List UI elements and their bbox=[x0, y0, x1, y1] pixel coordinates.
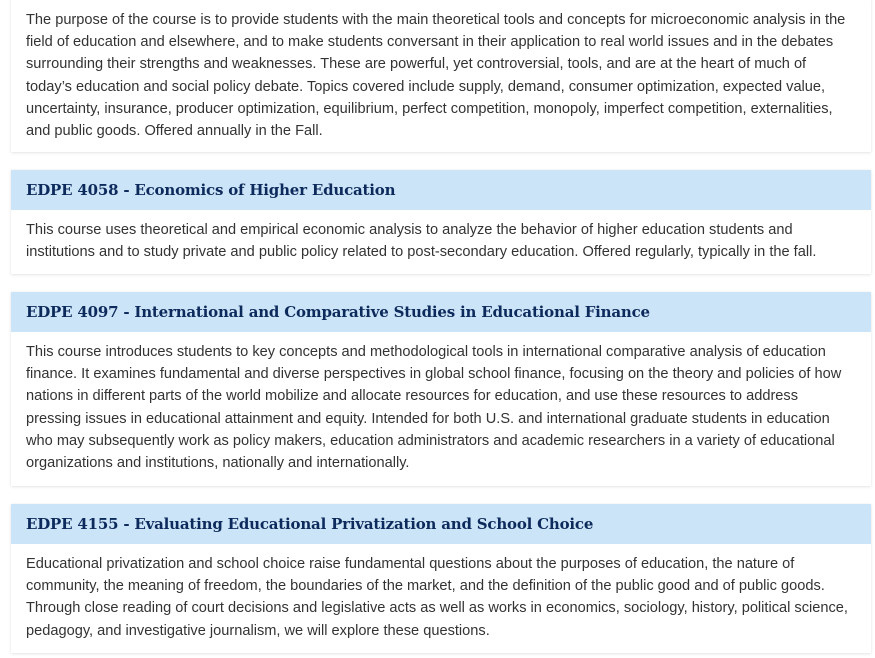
course-description: Educational privatization and school choice raise fundamental questions about the purposes of education, the nature of community, the meaning of freedom, the boundaries of the market, and the definition of the public good and of public goods. Through close reading of court decisions and legislative acts as well as works in economics, sociology, history, political science, pedagogy, and investigative journalism, we will explore these questions. bbox=[26, 556, 848, 639]
course-title[interactable]: EDPE 4058 - Economics of Higher Education bbox=[26, 181, 396, 199]
course-body bbox=[11, 210, 871, 273]
course-description: The purpose of the course is to provide students with the main theoretical tools and concepts for microeconomic analysis in the field of education and elsewhere, and to make students conversant in their application to real world issues and in the debates surrounding their strengths and weaknesses. These are powerful, yet controversial, tools, and are at the heart of much of today’s education and social policy debate. Topics covered include supply, demand, consumer optimization, expected value, uncertainty, insurance, producer optimization, equilibrium, perfect competition, monopoly, imperfect competition, externalities, and public goods. Offered annually in the Fall. bbox=[26, 12, 846, 140]
course-title[interactable]: EDPE 4097 - International and Comparative Studies in Educational Finance bbox=[26, 303, 650, 321]
course-header[interactable] bbox=[11, 292, 871, 332]
course-card bbox=[11, 504, 871, 653]
course-card bbox=[11, 0, 871, 152]
course-title[interactable]: EDPE 4155 - Evaluating Educational Privatization and School Choice bbox=[26, 515, 594, 533]
course-card bbox=[11, 170, 871, 274]
course-header[interactable] bbox=[11, 170, 871, 210]
course-body bbox=[11, 332, 871, 484]
course-description: This course uses theoretical and empirical economic analysis to analyze the behavior of higher education students and institutions and to study private and public policy related to post-secondary education. Offered regularly, typically in the fall. bbox=[26, 222, 817, 261]
course-body bbox=[11, 544, 871, 652]
course-body bbox=[11, 0, 871, 152]
course-description: This course introduces students to key concepts and methodological tools in international comparative analysis of education finance. It examines fundamental and diverse perspectives in global school finance, focusing on the theory and policies of how nations in different parts of the world mobilize and allocate resources for education, and use these resources to address pressing issues in educational attainment and equity. Intended for both U.S. and international graduate students in education who may subsequently work as policy makers, education administrators and academic researchers in a variety of educational organizations and institutions, nationally and internationally. bbox=[26, 344, 842, 472]
course-card bbox=[11, 292, 871, 486]
course-header[interactable] bbox=[11, 504, 871, 544]
